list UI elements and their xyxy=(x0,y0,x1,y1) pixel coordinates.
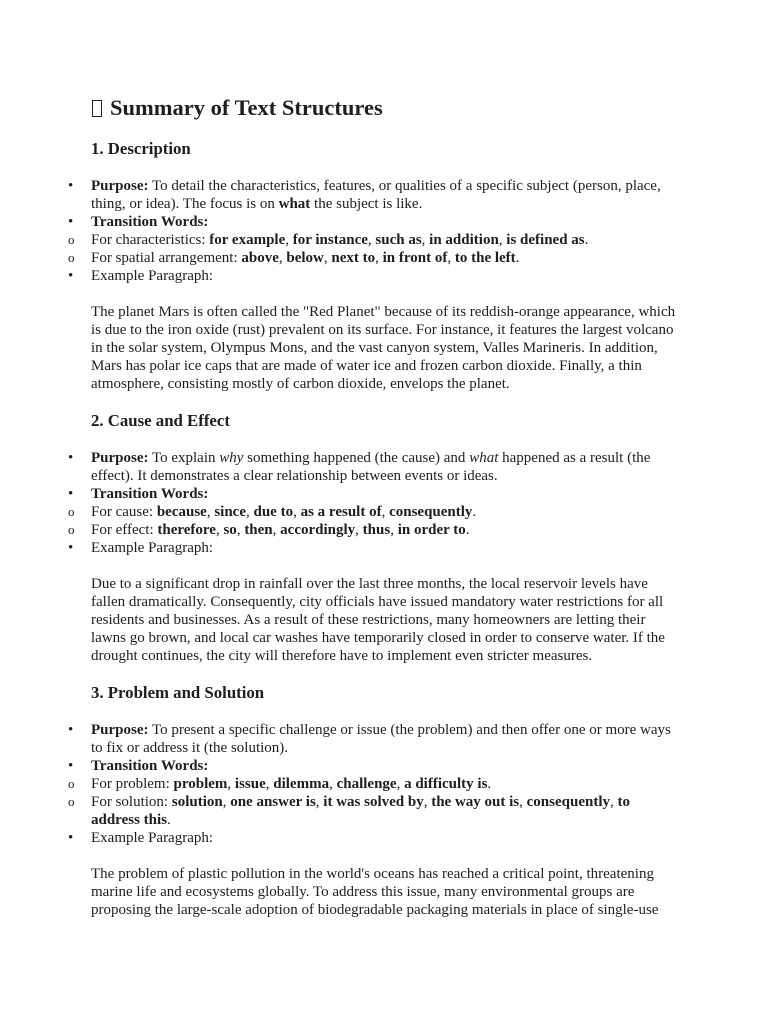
section-2 xyxy=(68,411,681,665)
text-run: , xyxy=(278,250,287,266)
sub-list-item xyxy=(68,775,681,793)
sub-list-item xyxy=(68,249,681,267)
text-run: , xyxy=(246,504,254,520)
list-item-text xyxy=(91,232,588,248)
text-run: . xyxy=(472,504,477,520)
bold-term: below xyxy=(286,250,324,266)
text-run: Example Paragraph: xyxy=(91,830,214,846)
list-item xyxy=(68,177,681,213)
bullet-marker: • xyxy=(68,758,74,774)
text-run: , xyxy=(285,232,293,248)
bold-term: then xyxy=(244,522,273,538)
section-heading: 3. Problem and Solution xyxy=(91,683,265,702)
bold-term: accordingly xyxy=(280,522,356,538)
text-run: , xyxy=(329,776,337,792)
text-run: , xyxy=(265,776,274,792)
text-run: , xyxy=(272,522,281,538)
bullet-marker: • xyxy=(68,722,74,738)
bold-term: issue xyxy=(234,776,266,792)
italic-term: what xyxy=(469,450,499,466)
text-run: To explain xyxy=(148,450,220,466)
text-run: , xyxy=(421,232,430,248)
text-run: , xyxy=(447,250,455,266)
text-run: , xyxy=(215,522,224,538)
bullet-marker: • xyxy=(68,178,74,194)
bold-term: for instance xyxy=(292,232,368,248)
bold-term: solution xyxy=(171,794,223,810)
text-run: For characteristics: xyxy=(91,232,210,248)
bullet-marker: • xyxy=(68,830,74,846)
list-item xyxy=(68,267,681,285)
bold-term: to address this xyxy=(91,794,630,828)
list-item xyxy=(68,449,681,485)
text-run: To detail the characteristics, features, or qualities of a specific subject (person, place, thing, or idea). The focus is on xyxy=(91,178,661,212)
list-item-text xyxy=(91,830,213,846)
text-run: , xyxy=(423,794,432,810)
bold-term: thus xyxy=(362,522,391,538)
bold-term: to the left xyxy=(454,250,516,266)
list-item xyxy=(68,485,681,503)
bold-term: Transition Words: xyxy=(91,758,209,774)
sub-bullet-marker: o xyxy=(68,232,75,247)
text-run: To present a specific challenge or issue (the problem) and then offer one or more ways to fix or address it (the solution). xyxy=(91,722,671,756)
bold-term: in front of xyxy=(382,250,448,266)
list-item xyxy=(68,829,681,847)
text-run: . xyxy=(465,522,470,538)
list-item-text xyxy=(91,214,208,230)
bold-term: next to xyxy=(331,250,376,266)
bold-term: problem xyxy=(173,776,228,792)
bold-term: as a result of xyxy=(300,504,382,520)
example-paragraph: The problem of plastic pollution in the world's oceans has reached a critical point, threatening marine life and ecosystems globally. To address this issue, many environmental groups are proposing the large-scale adoption of biodegradable packaging materials in place of single-use xyxy=(91,866,659,918)
bullet-marker: • xyxy=(68,214,74,230)
bold-term: above xyxy=(241,250,279,266)
bold-term: in addition xyxy=(429,232,499,248)
bold-term: in order to xyxy=(397,522,466,538)
list-item-text xyxy=(91,758,208,774)
sub-bullet-marker: o xyxy=(68,504,75,519)
text-run: , xyxy=(498,232,507,248)
text-run: . xyxy=(167,812,171,828)
bold-term: because xyxy=(156,504,207,520)
list-item-text xyxy=(91,540,213,556)
italic-term: why xyxy=(219,450,244,466)
text-run: Example Paragraph: xyxy=(91,268,214,284)
list-item-text xyxy=(91,250,519,266)
bold-term: for example xyxy=(209,232,286,248)
sub-bullet-marker: o xyxy=(68,522,75,537)
bullet-list xyxy=(68,721,681,847)
list-item-text xyxy=(91,450,650,484)
list-item xyxy=(68,757,681,775)
text-run: , xyxy=(396,776,405,792)
section-3 xyxy=(68,683,681,919)
bullet-marker: • xyxy=(68,268,74,284)
bold-term: such as xyxy=(375,232,422,248)
text-run: Example Paragraph: xyxy=(91,540,214,556)
section-heading: 1. Description xyxy=(91,139,191,158)
bold-term: challenge xyxy=(336,776,397,792)
text-run: For effect: xyxy=(91,522,158,538)
bullet-marker: • xyxy=(68,540,74,556)
example-paragraph: Due to a significant drop in rainfall over the last three months, the local reservoir levels have fallen dramatically. Consequently, city officials have issued mandatory water restrictions for all residents and businesses. As a result of these restrictions, many homeowners are letting their lawns go brown, and local car washes have temporarily closed in order to conserve water. If the drought continues, the city will therefore have to implement even stricter measures. xyxy=(91,576,665,664)
sub-list-item xyxy=(68,503,681,521)
bold-term: consequently xyxy=(389,504,473,520)
example-paragraph: The planet Mars is often called the "Red Planet" because of its reddish-orange appearance, which is due to the iron oxide (rust) prevalent on its surface. For instance, it features the largest volcano in the solar system, Olympus Mons, and the vast canyon system, Valles Marineris. In addition, Mars has polar ice caps that are made of water ice and frozen carbon dioxide. Finally, a thin atmosphere, consisting mostly of carbon dioxide, envelops the planet. xyxy=(91,304,676,392)
bullet-marker: • xyxy=(68,450,74,466)
text-run: . xyxy=(487,776,492,792)
list-item-text xyxy=(91,722,671,756)
bold-term: Transition Words: xyxy=(91,486,209,502)
bullet-marker: • xyxy=(68,486,74,502)
text-run: , xyxy=(293,504,301,520)
bold-term: the way out is xyxy=(431,794,520,810)
list-item-text xyxy=(91,178,661,212)
missing-glyph-icon xyxy=(92,100,102,117)
document-body xyxy=(68,94,681,937)
section-heading: 2. Cause and Effect xyxy=(91,411,230,430)
list-item-text xyxy=(91,776,491,792)
bold-term: so xyxy=(223,522,237,538)
bold-term: one answer is xyxy=(230,794,316,810)
bullet-list xyxy=(68,449,681,557)
list-item xyxy=(68,721,681,757)
bold-term: is defined as xyxy=(506,232,585,248)
bold-term: Purpose: xyxy=(91,178,149,194)
text-run: , xyxy=(236,522,245,538)
text-run: , xyxy=(206,504,215,520)
text-run: , xyxy=(375,250,383,266)
text-run: something happened (the cause) and xyxy=(243,450,470,466)
list-item-text xyxy=(91,486,208,502)
list-item-text xyxy=(91,504,476,520)
bold-term: consequently xyxy=(526,794,610,810)
text-run: , xyxy=(609,794,618,810)
sub-list-item xyxy=(68,521,681,539)
text-run: For cause: xyxy=(91,504,157,520)
text-run: , xyxy=(367,232,376,248)
text-run: For problem: xyxy=(91,776,174,792)
text-run: , xyxy=(355,522,363,538)
page-title xyxy=(91,94,681,121)
text-run: . xyxy=(584,232,589,248)
bold-term: since xyxy=(214,504,246,520)
list-item-text xyxy=(91,522,470,538)
sub-list-item xyxy=(68,231,681,249)
bold-term: what xyxy=(278,196,311,212)
bold-term: Transition Words: xyxy=(91,214,209,230)
list-item xyxy=(68,539,681,557)
list-item-text xyxy=(91,268,213,284)
bold-term: Purpose: xyxy=(91,722,149,738)
text-run: happened as a result (the effect). It demonstrates a clear relationship between events or ideas. xyxy=(91,450,651,484)
bold-term: due to xyxy=(253,504,294,520)
text-run: , xyxy=(323,250,332,266)
text-run: , xyxy=(222,794,231,810)
sub-bullet-marker: o xyxy=(68,794,75,809)
list-item xyxy=(68,213,681,231)
sections-container xyxy=(68,139,681,919)
text-run: . xyxy=(515,250,520,266)
list-item-text xyxy=(91,794,630,828)
sub-list-item xyxy=(68,793,681,829)
bold-term: it was solved by xyxy=(323,794,424,810)
text-run: the subject is like. xyxy=(310,196,423,212)
text-run: , xyxy=(519,794,527,810)
text-run: , xyxy=(390,522,398,538)
text-run: , xyxy=(315,794,324,810)
bold-term: therefore xyxy=(157,522,216,538)
text-run: , xyxy=(227,776,235,792)
sub-bullet-marker: o xyxy=(68,250,75,265)
bold-term: Purpose: xyxy=(91,450,149,466)
bullet-list xyxy=(68,177,681,285)
bold-term: dilemma xyxy=(273,776,330,792)
sub-bullet-marker: o xyxy=(68,776,75,791)
bold-term: a difficulty is xyxy=(404,776,488,792)
section-1 xyxy=(68,139,681,393)
text-run: , xyxy=(381,504,390,520)
text-run: For solution: xyxy=(91,794,172,810)
page-title-text: Summary of Text Structures xyxy=(110,95,383,120)
text-run: For spatial arrangement: xyxy=(91,250,242,266)
